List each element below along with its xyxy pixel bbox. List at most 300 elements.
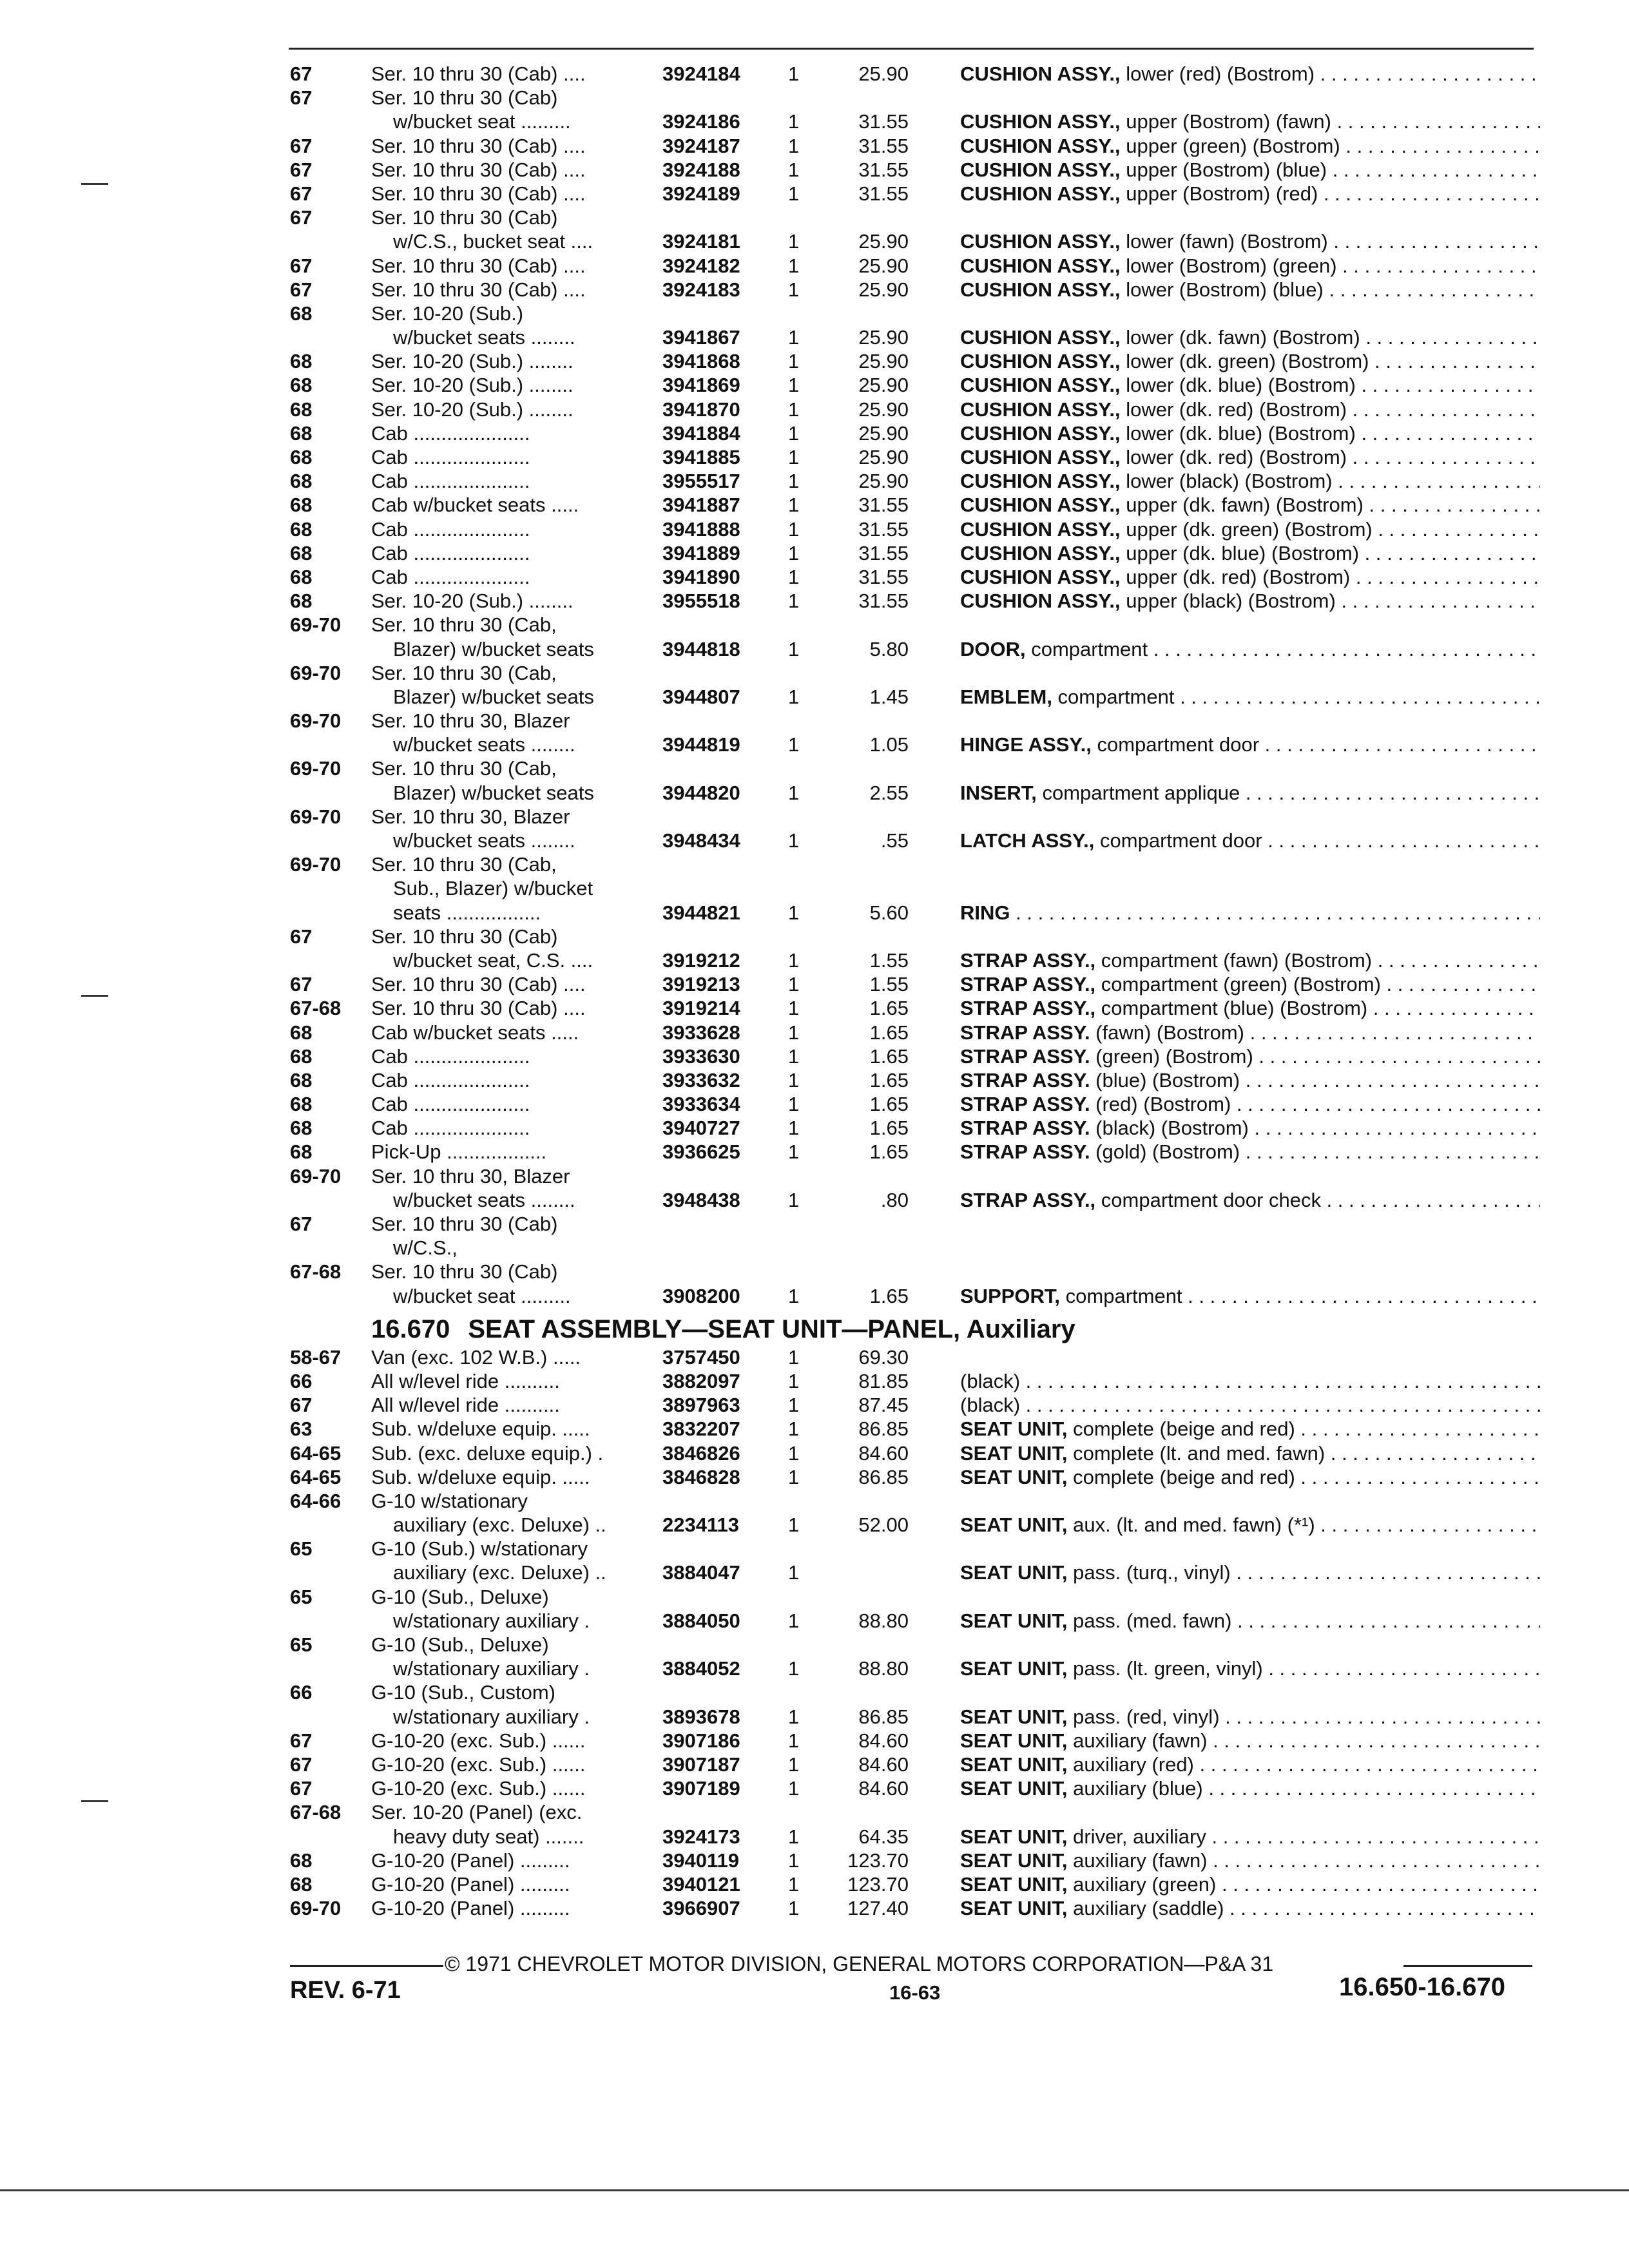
application: heavy duty seat) ....... (393, 1825, 584, 1848)
application: Ser. 10 thru 30, Blazer (371, 805, 570, 828)
application: Blazer) w/bucket seats (393, 637, 594, 660)
list-price: 31.55 (858, 590, 909, 613)
list-price: 25.90 (858, 470, 909, 493)
table-row (290, 1140, 1536, 1164)
part-detail: lower (dk. blue) (Bostrom) (1120, 374, 1356, 397)
part-number: 3919214 (662, 997, 740, 1020)
leader-dots (1208, 1849, 1540, 1872)
application: Cab w/bucket seats ..... (371, 494, 579, 517)
list-price: 25.90 (858, 230, 909, 253)
application: G-10 (Sub., Deluxe) (371, 1633, 549, 1656)
part-detail: auxiliary (red) (1067, 1753, 1194, 1776)
leader-dots (1262, 829, 1540, 852)
quantity: 1 (788, 637, 800, 660)
table-row (290, 1753, 1536, 1776)
application: Cab ..................... (371, 1068, 530, 1091)
model-year: 68 (290, 446, 313, 468)
parts-table (290, 62, 1536, 1920)
application: Ser. 10 thru 30 (Cab) .... (371, 182, 586, 205)
part-number: 3924189 (662, 182, 740, 205)
table-row (290, 637, 1536, 661)
part-detail: complete (beige and red) (1067, 1418, 1295, 1441)
part-name: CUSHION ASSY., (960, 565, 1121, 588)
part-number: 3941867 (662, 326, 740, 349)
quantity: 1 (788, 541, 800, 564)
model-year: 67 (290, 158, 313, 181)
model-year: 68 (290, 1140, 313, 1164)
leader-dots (1231, 1610, 1540, 1632)
model-year: 64-65 (290, 1441, 342, 1465)
part-name: CUSHION ASSY., (960, 470, 1121, 493)
model-year: 66 (290, 1369, 313, 1392)
part-detail: compartment (fawn) (Bostrom) (1095, 948, 1373, 972)
list-price: 64.35 (858, 1825, 909, 1848)
list-price: 1.55 (869, 948, 909, 972)
list-price: 25.90 (858, 326, 909, 349)
leader-dots (1340, 135, 1540, 157)
margin-mark (81, 995, 108, 997)
model-year: 65 (290, 1537, 313, 1561)
leader-dots (1020, 1394, 1540, 1416)
model-year: 67 (290, 254, 313, 277)
part-number: 3940119 (662, 1849, 739, 1872)
part-description (960, 1116, 1540, 1140)
part-detail: compartment door (1094, 829, 1262, 852)
quantity: 1 (788, 565, 800, 588)
application: Ser. 10 thru 30 (Cab) .... (371, 997, 586, 1020)
model-year: 67 (290, 973, 313, 996)
application: G-10 w/stationary (371, 1489, 528, 1512)
table-row (290, 1188, 1536, 1212)
table-row (290, 733, 1536, 756)
list-price: 1.65 (869, 997, 909, 1020)
table-row (290, 86, 1536, 110)
part-name: SEAT UNIT, (960, 1514, 1068, 1537)
part-description (960, 1729, 1540, 1753)
part-detail: compartment (1025, 637, 1148, 660)
list-price: 81.85 (858, 1369, 909, 1392)
part-name: STRAP ASSY., (960, 997, 1096, 1020)
quantity: 1 (788, 1418, 800, 1441)
part-name: SEAT UNIT, (960, 1561, 1068, 1584)
table-row (290, 685, 1536, 709)
part-description (960, 469, 1540, 493)
part-description (960, 1044, 1540, 1068)
table-row (290, 996, 1536, 1020)
part-number: 3940727 (662, 1117, 740, 1140)
part-number: 3924182 (662, 254, 740, 277)
leader-dots (1259, 733, 1540, 756)
table-row (290, 182, 1536, 206)
model-year: 67 (290, 62, 313, 85)
application: Ser. 10-20 (Sub.) ........ (371, 398, 574, 421)
model-year: 67 (290, 182, 313, 205)
part-description (960, 254, 1540, 278)
quantity: 1 (788, 1284, 800, 1307)
leader-dots (1240, 782, 1540, 804)
part-detail: lower (Bostrom) (green) (1120, 254, 1337, 277)
list-price: 52.00 (858, 1514, 909, 1537)
part-detail: upper (dk. red) (Bostrom) (1120, 565, 1351, 588)
application: Cab ..................... (371, 421, 530, 445)
part-description (960, 229, 1540, 253)
leader-dots (1318, 182, 1540, 205)
part-name: CUSHION ASSY., (960, 494, 1121, 517)
part-description (960, 1092, 1540, 1116)
table-row (290, 1872, 1536, 1896)
list-price: 84.60 (858, 1777, 909, 1800)
part-detail: auxiliary (fawn) (1067, 1729, 1208, 1752)
part-number: 3893678 (662, 1705, 740, 1728)
application: Cab ..................... (371, 517, 530, 541)
application: Ser. 10 thru 30 (Cab) .... (371, 254, 586, 277)
quantity: 1 (788, 1369, 800, 1392)
quantity: 1 (788, 494, 800, 517)
part-description (960, 1513, 1540, 1537)
part-description (960, 541, 1540, 565)
part-detail: driver, auxiliary (1067, 1825, 1206, 1848)
application: w/stationary auxiliary . (393, 1609, 590, 1632)
quantity: 1 (788, 62, 800, 85)
part-description (960, 1465, 1540, 1489)
quantity: 1 (788, 1465, 800, 1488)
part-description (960, 781, 1540, 805)
application: G-10 (Sub., Custom) (371, 1681, 555, 1704)
section-number: 16.670 (371, 1314, 450, 1343)
leader-dots (1367, 997, 1540, 1019)
part-detail: (gold) (Bostrom) (1090, 1140, 1240, 1164)
leader-dots (1220, 1706, 1540, 1728)
part-detail: pass. (med. fawn) (1067, 1609, 1232, 1632)
part-name: STRAP ASSY. (960, 1093, 1090, 1116)
list-price: 1.65 (869, 1093, 909, 1116)
model-year: 67-68 (290, 1801, 342, 1824)
part-name: INSERT, (960, 781, 1037, 804)
application: Blazer) w/bucket seats (393, 685, 594, 708)
list-price: .55 (880, 829, 909, 852)
margin-mark (81, 183, 108, 185)
table-row (290, 517, 1536, 541)
part-name: STRAP ASSY. (960, 1140, 1090, 1164)
table-row (290, 229, 1536, 253)
leader-dots (1020, 1370, 1540, 1392)
part-description (960, 493, 1540, 517)
model-year: 68 (290, 494, 313, 517)
part-number: 3933628 (662, 1021, 740, 1044)
part-number: 3941888 (662, 517, 740, 541)
model-year: 68 (290, 1872, 313, 1896)
part-name: CUSHION ASSY., (960, 230, 1121, 253)
quantity: 1 (788, 158, 800, 181)
part-name: STRAP ASSY. (960, 1117, 1090, 1140)
list-price: 69.30 (858, 1345, 909, 1369)
part-number: 3897963 (662, 1394, 740, 1417)
table-row (290, 110, 1536, 133)
quantity: 1 (788, 733, 800, 756)
table-row (290, 421, 1536, 445)
model-year: 68 (290, 302, 313, 325)
application: All w/level ride .......... (371, 1394, 560, 1417)
part-description (960, 1284, 1540, 1308)
part-number: 3966907 (662, 1897, 740, 1920)
table-row (290, 1800, 1536, 1824)
application: Ser. 10 thru 30 (Cab) .... (371, 278, 586, 301)
part-number: 3882097 (662, 1369, 740, 1392)
list-price: 88.80 (858, 1657, 909, 1680)
part-number: 3919213 (662, 973, 740, 996)
part-name: CUSHION ASSY., (960, 350, 1121, 373)
leader-dots (1182, 1285, 1540, 1307)
list-price: 84.60 (858, 1729, 909, 1752)
part-number: 3924188 (662, 158, 740, 181)
part-name: CUSHION ASSY., (960, 326, 1121, 349)
list-price: 25.90 (858, 350, 909, 373)
part-detail: lower (dk. blue) (Bostrom) (1120, 421, 1356, 445)
leader-dots (1174, 686, 1540, 708)
quantity: 1 (788, 1093, 800, 1116)
model-year: 67 (290, 1213, 313, 1235)
part-number: 3832207 (662, 1418, 740, 1441)
part-detail: (black) (Bostrom) (1090, 1117, 1249, 1140)
part-detail: upper (black) (Bostrom) (1120, 590, 1336, 613)
list-price: 1.65 (869, 1021, 909, 1044)
application: G-10-20 (Panel) ......... (371, 1849, 570, 1872)
part-number: 3907186 (662, 1729, 740, 1752)
part-name: LATCH ASSY., (960, 829, 1095, 852)
quantity: 1 (788, 1345, 800, 1369)
part-name: STRAP ASSY. (960, 1044, 1090, 1068)
table-row (290, 445, 1536, 469)
application: w/bucket seats ........ (393, 829, 575, 852)
part-detail: compartment applique (1036, 781, 1240, 804)
application: Van (exc. 102 W.B.) ..... (371, 1345, 581, 1369)
application: Ser. 10 thru 30 (Cab) .... (371, 62, 586, 85)
part-detail: auxiliary (green) (1067, 1872, 1217, 1896)
model-year: 64-66 (290, 1489, 342, 1512)
table-row (290, 398, 1536, 421)
part-number: 3884047 (662, 1561, 740, 1584)
application: auxiliary (exc. Deluxe) .. (393, 1514, 606, 1537)
quantity: 1 (788, 182, 800, 205)
leader-dots (1324, 278, 1540, 301)
part-detail: lower (dk. red) (Bostrom) (1120, 398, 1347, 421)
part-description (960, 901, 1540, 925)
model-year: 68 (290, 1849, 313, 1872)
part-detail: (black) (960, 1369, 1021, 1392)
model-year: 67-68 (290, 1260, 342, 1283)
part-detail: compartment (1060, 1284, 1182, 1307)
list-price: 25.90 (858, 62, 909, 85)
table-row (290, 756, 1536, 780)
model-year: 69-70 (290, 805, 342, 828)
list-price: 84.60 (858, 1753, 909, 1776)
list-price: 25.90 (858, 278, 909, 301)
part-name: SEAT UNIT, (960, 1777, 1068, 1800)
application: G-10 (Sub., Deluxe) (371, 1585, 549, 1608)
table-row (290, 302, 1536, 325)
leader-dots (1359, 542, 1540, 564)
part-number: 3941870 (662, 398, 740, 421)
table-row (290, 1092, 1536, 1116)
part-description (960, 445, 1540, 469)
table-row (290, 349, 1536, 373)
quantity: 1 (788, 1849, 800, 1872)
quantity: 1 (788, 517, 800, 541)
part-detail: upper (Bostrom) (fawn) (1120, 110, 1331, 133)
part-number: 3941887 (662, 494, 740, 517)
application: Sub. w/deluxe equip. ..... (371, 1418, 590, 1441)
application: Cab ..................... (371, 1044, 530, 1068)
leader-dots (1327, 159, 1540, 181)
model-year: 68 (290, 398, 313, 421)
part-description (960, 134, 1540, 158)
list-price: 25.90 (858, 421, 909, 445)
section-title (371, 1314, 1075, 1344)
part-number: 3924183 (662, 278, 740, 301)
model-year: 69-70 (290, 757, 342, 780)
table-row (290, 1021, 1536, 1044)
part-description (960, 1657, 1540, 1680)
application: Cab ..................... (371, 446, 530, 468)
model-year: 67 (290, 278, 313, 301)
part-name: CUSHION ASSY., (960, 374, 1121, 397)
quantity: 1 (788, 1514, 800, 1537)
part-number: 3941869 (662, 374, 740, 397)
model-year: 69-70 (290, 661, 342, 684)
application: G-10 (Sub.) w/stationary (371, 1537, 588, 1561)
model-year: 68 (290, 1068, 313, 1091)
list-price: 31.55 (858, 158, 909, 181)
part-name: STRAP ASSY., (960, 1188, 1096, 1211)
table-row (290, 1609, 1536, 1633)
leader-dots (1315, 62, 1540, 85)
application: w/bucket seats ........ (393, 326, 575, 349)
list-price: 31.55 (858, 565, 909, 588)
part-description (960, 398, 1540, 421)
part-detail: compartment (blue) (Bostrom) (1095, 997, 1368, 1020)
part-number: 3907189 (662, 1777, 740, 1800)
list-price: 86.85 (858, 1705, 909, 1728)
application: G-10-20 (exc. Sub.) ...... (371, 1753, 586, 1776)
table-row (290, 1212, 1536, 1236)
table-row (290, 1441, 1536, 1465)
leader-dots (1364, 494, 1540, 516)
quantity: 1 (788, 829, 800, 852)
list-price: 86.85 (858, 1465, 909, 1488)
part-name: CUSHION ASSY., (960, 62, 1121, 85)
quantity: 1 (788, 1777, 800, 1800)
table-row (290, 1561, 1536, 1584)
part-description (960, 685, 1540, 709)
part-number: 3907187 (662, 1753, 740, 1776)
list-price: 5.80 (869, 637, 909, 660)
part-name: STRAP ASSY. (960, 1068, 1090, 1091)
bottom-rule (0, 2189, 1629, 2191)
part-number: 3941890 (662, 565, 740, 588)
part-description (960, 1417, 1540, 1441)
application: Blazer) w/bucket seats (393, 781, 594, 804)
part-detail: complete (beige and red) (1067, 1465, 1295, 1488)
model-year: 69-70 (290, 613, 342, 637)
quantity: 1 (788, 1394, 800, 1417)
part-description (960, 1441, 1540, 1465)
part-name: CUSHION ASSY., (960, 421, 1121, 445)
list-price: 86.85 (858, 1418, 909, 1441)
model-year: 64-65 (290, 1465, 342, 1488)
application: Ser. 10-20 (Panel) (exc. (371, 1801, 583, 1824)
part-number: 3933634 (662, 1093, 740, 1116)
leader-dots (1356, 374, 1540, 396)
list-price: 31.55 (858, 541, 909, 564)
part-detail: lower (Bostrom) (blue) (1120, 278, 1324, 301)
application: G-10-20 (Panel) ......... (371, 1897, 570, 1920)
part-description (960, 1609, 1540, 1633)
leader-dots (1295, 1418, 1540, 1440)
part-detail: auxiliary (saddle) (1067, 1897, 1224, 1920)
model-year: 68 (290, 470, 313, 493)
page-number: 16-63 (889, 1981, 941, 2004)
table-row (290, 1345, 1536, 1369)
part-description (960, 1369, 1540, 1393)
leader-dots (1350, 566, 1540, 588)
quantity: 1 (788, 1021, 800, 1044)
table-row (290, 901, 1536, 925)
part-number: 3933630 (662, 1044, 740, 1068)
leader-dots (1325, 1442, 1540, 1465)
part-detail: lower (black) (Bostrom) (1120, 470, 1333, 493)
application: Ser. 10 thru 30 (Cab) (371, 206, 558, 229)
application: Sub. w/deluxe equip. ..... (371, 1465, 590, 1488)
table-row (290, 805, 1536, 829)
table-row (290, 158, 1536, 182)
application: auxiliary (exc. Deluxe) .. (393, 1561, 606, 1584)
quantity: 1 (788, 1897, 800, 1920)
part-detail: (green) (Bostrom) (1090, 1044, 1253, 1068)
leader-dots (1240, 1140, 1540, 1163)
application: w/bucket seats ........ (393, 1188, 575, 1211)
part-name: SEAT UNIT, (960, 1705, 1068, 1728)
application: G-10-20 (Panel) ......... (371, 1872, 570, 1896)
model-year: 68 (290, 541, 313, 564)
application: w/bucket seat, C.S. .... (393, 948, 593, 972)
quantity: 1 (788, 374, 800, 397)
part-detail: (black) (960, 1394, 1021, 1417)
application: w/bucket seat ......... (393, 1284, 571, 1307)
list-price: 84.60 (858, 1441, 909, 1465)
list-price: 31.55 (858, 517, 909, 541)
table-row (290, 1369, 1536, 1393)
part-number: 3846826 (662, 1441, 740, 1465)
quantity: 1 (788, 1188, 800, 1211)
quantity: 1 (788, 254, 800, 277)
list-price: 25.90 (858, 398, 909, 421)
footer-rule-right (1403, 1965, 1532, 1967)
application: G-10-20 (exc. Sub.) ...... (371, 1729, 586, 1752)
part-name: SEAT UNIT, (960, 1872, 1068, 1896)
part-number: 3924184 (662, 62, 740, 85)
leader-dots (1249, 1117, 1540, 1139)
part-number: 3919212 (662, 948, 740, 972)
part-description (960, 1140, 1540, 1164)
part-description (960, 996, 1540, 1020)
part-name: CUSHION ASSY., (960, 590, 1121, 613)
part-description (960, 62, 1540, 86)
table-row (290, 278, 1536, 302)
leader-dots (1336, 590, 1540, 612)
section-title-text: SEAT ASSEMBLY—SEAT UNIT—PANEL, Auxiliary (468, 1314, 1075, 1343)
application: Ser. 10 thru 30 (Cab, (371, 613, 557, 637)
list-price: 31.55 (858, 182, 909, 205)
